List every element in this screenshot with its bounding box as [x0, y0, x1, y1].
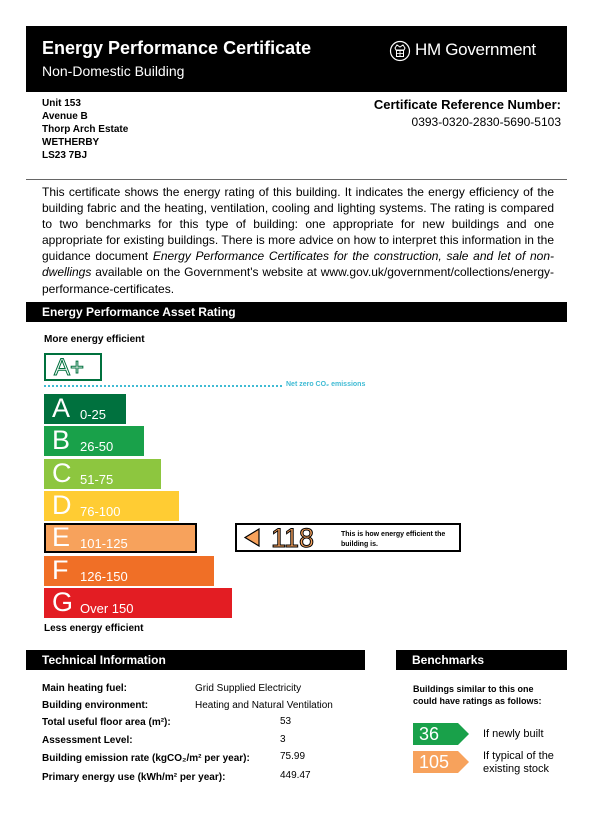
net-zero-line	[44, 385, 282, 387]
more-efficient-label: More energy efficient	[44, 334, 145, 345]
intro-text: This certificate shows the energy rating of this building. It indicates the energy efficiency of the building fabric and the heating, ventilation, cooling and lighting systems. The rating is compared to two benchmarks for this type of building: one appropriate for new buildings and one appropriate for existing buildings. There is more advice on how to interpret this information in the guidance document	[42, 185, 554, 264]
band-c	[44, 459, 161, 489]
address-postcode: LS23 7BJ	[42, 150, 88, 161]
benchmark-existing-arrow	[413, 751, 470, 773]
gov-website-url: www.gov.uk/government/collections/energy-performance-certificates.	[42, 265, 554, 296]
band-aplus-letter: A+	[54, 354, 85, 381]
benchmark-new-arrow	[413, 723, 470, 745]
section-header-technical: Technical Information	[26, 650, 365, 670]
band-d-letter: D	[52, 490, 72, 520]
floor-area-label: Total useful floor area (m²):	[42, 717, 171, 728]
current-rating-indicator	[235, 523, 461, 552]
page-subtitle: Non-Domestic Building	[42, 63, 185, 79]
divider	[26, 179, 567, 180]
intro-paragraph	[42, 184, 554, 297]
band-a	[44, 394, 126, 424]
main-heating-fuel-value: Grid Supplied Electricity	[195, 683, 302, 694]
primary-energy-value: 449.47	[280, 770, 311, 781]
band-a-letter: A	[52, 393, 71, 423]
benchmarks-intro: Buildings similar to this one could have ratings as follows:	[413, 684, 542, 706]
guidance-document-title: Energy Performance Certificates for the construction, sale and let of non-dwellings	[42, 249, 554, 280]
band-e-letter: E	[52, 522, 71, 552]
page-title: Energy Performance Certificate	[42, 38, 312, 58]
intro-text-continued: available on the Government's website at	[91, 265, 317, 280]
band-aplus	[44, 353, 102, 381]
assessment-level-value: 3	[280, 734, 286, 745]
band-e-current	[44, 523, 197, 553]
main-heating-fuel-label: Main heating fuel:	[42, 683, 127, 694]
band-f-letter: F	[52, 555, 69, 585]
section-header-rating: Energy Performance Asset Rating	[26, 302, 567, 322]
band-d-range: 76-100	[80, 504, 121, 519]
band-d	[44, 491, 179, 521]
address-line-4: WETHERBY	[42, 137, 100, 148]
section-header-benchmarks: Benchmarks	[396, 650, 567, 670]
band-c-range: 51-75	[80, 472, 114, 487]
address-line-2: Avenue B	[42, 111, 88, 122]
band-b-letter: B	[52, 425, 71, 455]
building-environment-value: Heating and Natural Ventilation	[195, 700, 333, 711]
pointer-arrow-icon	[243, 528, 261, 547]
band-g-letter: G	[52, 587, 74, 617]
assessment-level-label: Assessment Level:	[42, 735, 133, 746]
band-b	[44, 426, 144, 456]
band-f	[44, 556, 214, 586]
band-g-range: Over 150	[80, 601, 134, 616]
address-line-1: Unit 153	[42, 98, 81, 109]
benchmark-new-label: If newly built	[483, 728, 544, 740]
building-environment-label: Building environment:	[42, 700, 149, 711]
certificate-reference-label: Certificate Reference Number:	[373, 97, 561, 112]
hm-government-logo-text: HM Government	[415, 40, 536, 59]
emission-rate-label: Building emission rate (kgCO₂/m² per year):	[42, 753, 250, 764]
band-f-range: 126-150	[80, 569, 128, 584]
primary-energy-label: Primary energy use (kWh/m² per year):	[42, 772, 226, 783]
emission-rate-value: 75.99	[280, 751, 306, 762]
band-a-range: 0-25	[80, 407, 107, 422]
benchmark-new-value: 36	[419, 724, 440, 744]
less-efficient-label: Less energy efficient	[44, 623, 144, 634]
current-rating-text: This is how energy efficient the building is.	[341, 531, 446, 548]
current-rating-value: 118	[271, 523, 315, 553]
net-zero-label: Net zero CO₂ emissions	[286, 381, 366, 388]
band-e-range: 101-125	[80, 536, 128, 551]
benchmark-existing-value: 105	[419, 752, 450, 772]
band-c-letter: C	[52, 458, 72, 488]
band-b-range: 26-50	[80, 439, 114, 454]
royal-crest-icon	[389, 40, 411, 62]
floor-area-value: 53	[280, 716, 292, 727]
certificate-reference-number: 0393-0320-2830-5690-5103	[411, 115, 561, 129]
certificate-header	[26, 26, 567, 92]
address-line-3: Thorp Arch Estate	[42, 124, 129, 135]
band-g	[44, 588, 232, 618]
benchmark-existing-label: If typical of the existing stock	[483, 750, 554, 775]
